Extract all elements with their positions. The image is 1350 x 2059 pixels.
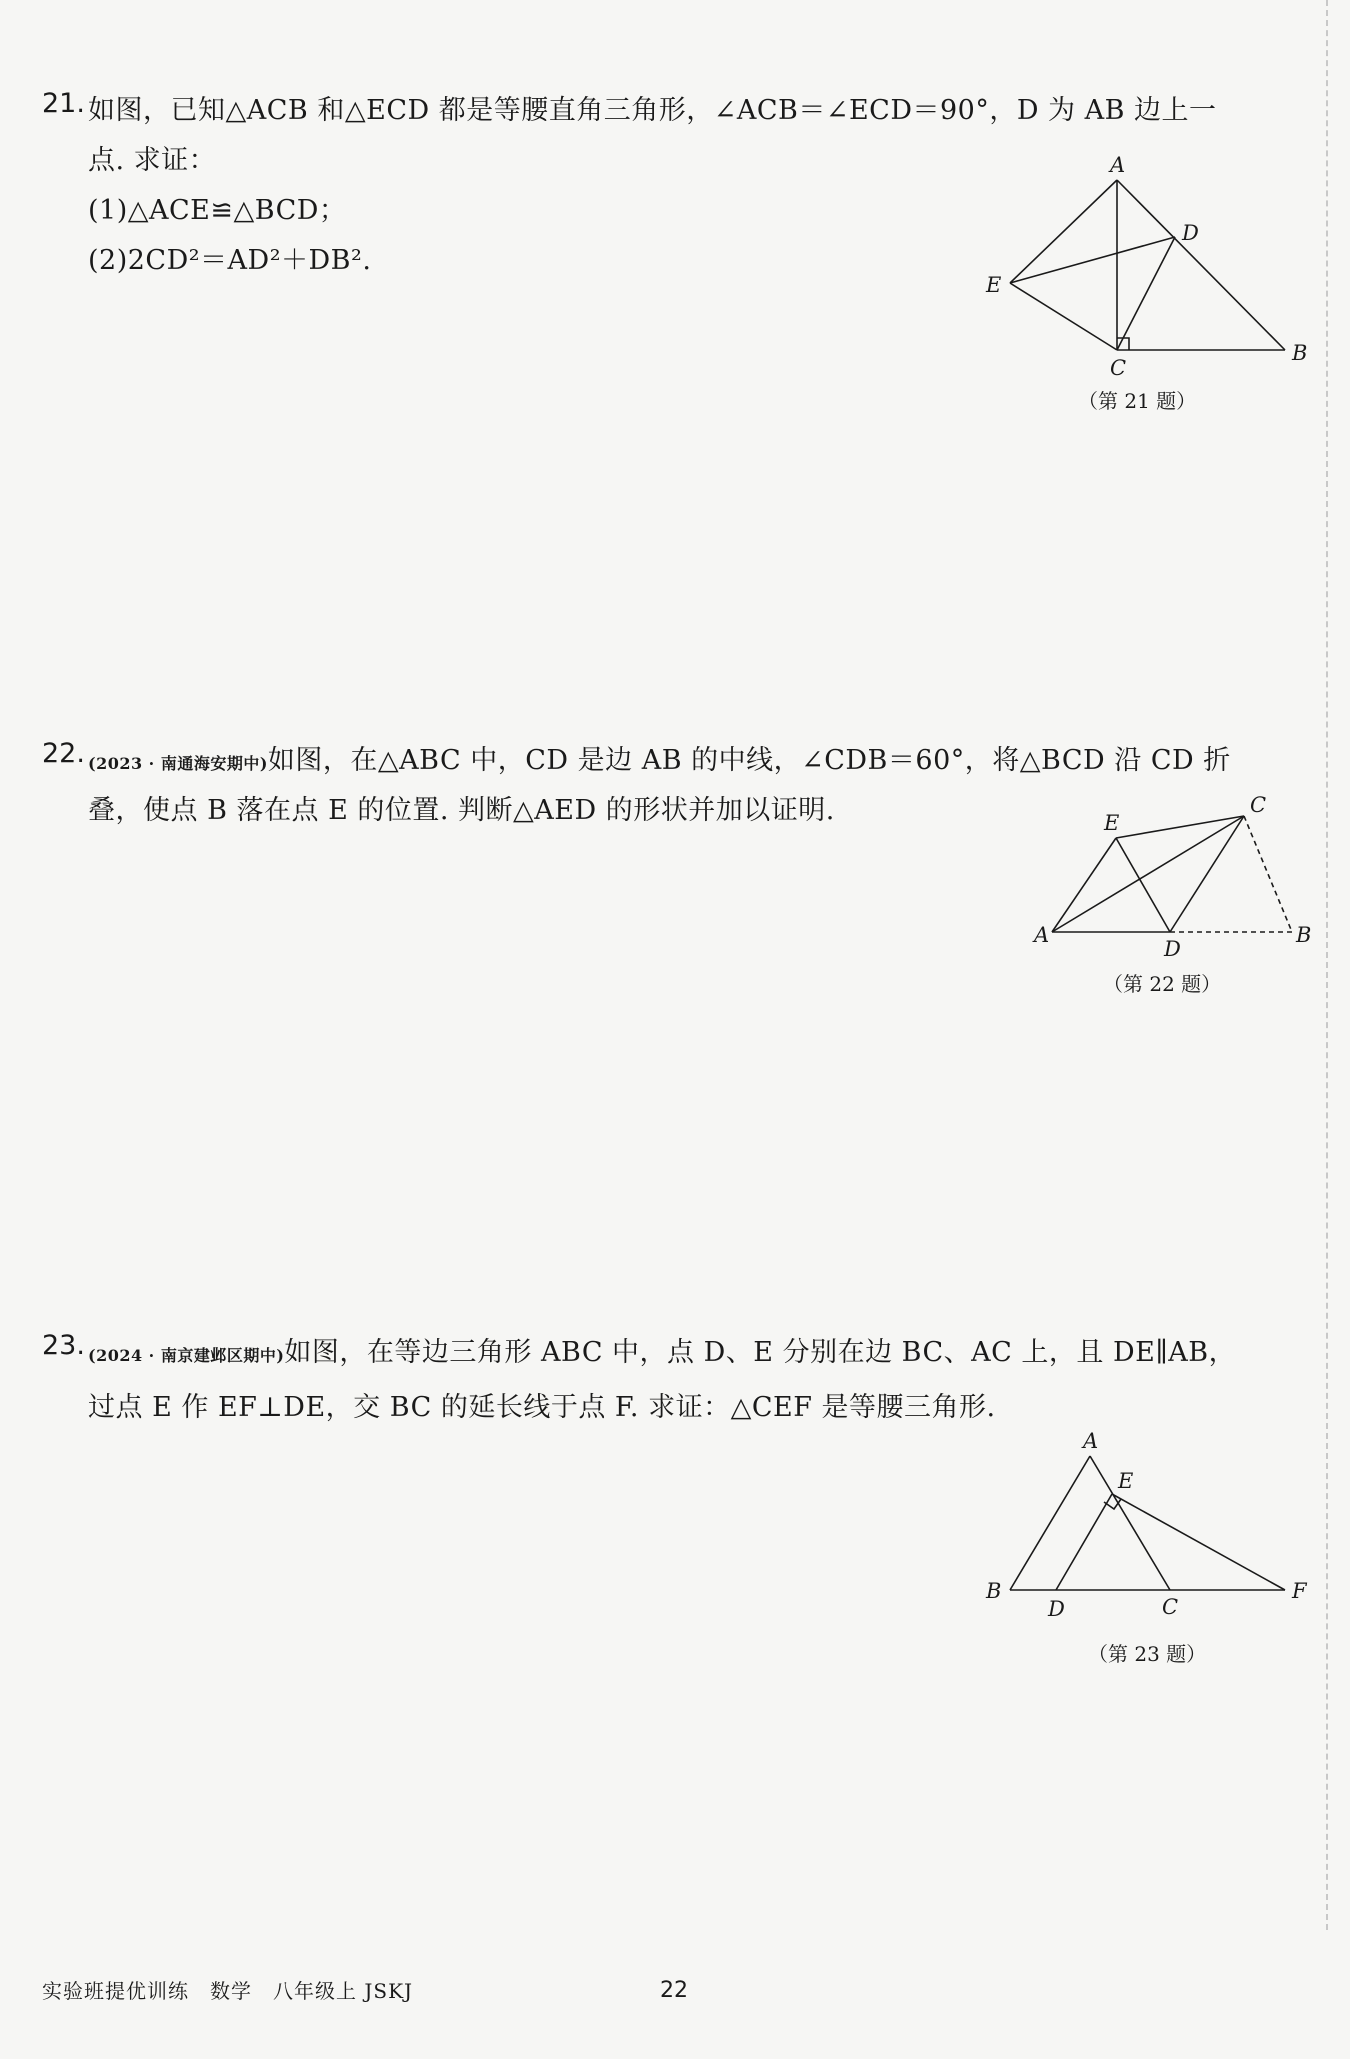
problem-source: (2024 · 南京建邺区期中): [88, 1346, 285, 1365]
problem-text-line: 叠，使点 B 落在点 E 的位置. 判断△AED 的形状并加以证明.: [88, 795, 835, 826]
problem-text-line: [88, 738, 1231, 777]
problem-text: 如图，在等边三角形 ABC 中，点 D、E 分别在边 BC、AC 上，且 DE∥AB，: [284, 1337, 1237, 1368]
label-C: C: [1110, 356, 1127, 380]
problem-text: 如图，在△ABC 中，CD 是边 AB 的中线，∠CDB＝60°，将△BCD 沿 CD 折: [267, 745, 1231, 776]
footer-book-title: 实验班提优训练 数学 八年级上 JSKJ: [42, 1979, 414, 2003]
figure-23: [980, 1430, 1320, 1630]
label-D: D: [1182, 221, 1199, 245]
figure-caption: （第 21 题）: [1078, 389, 1197, 413]
page-number: 22: [660, 1978, 688, 2003]
problem-text-line: 过点 E 作 EF⊥DE，交 BC 的延长线于点 F. 求证：△CEF 是等腰三角形.: [88, 1392, 996, 1423]
figure-caption: （第 23 题）: [1088, 1642, 1207, 1666]
label-D: D: [1164, 937, 1181, 961]
problem-text-line: 点. 求证：: [88, 145, 217, 176]
label-A: A: [1083, 1429, 1099, 1453]
problem-text-line: 如图，已知△ACB 和△ECD 都是等腰直角三角形，∠ACB＝∠ECD＝90°，D 为 AB 边上一: [88, 95, 1217, 126]
problem-text-line: [88, 1330, 1236, 1369]
figure-21: [980, 150, 1320, 400]
figure-caption: （第 22 题）: [1103, 972, 1222, 996]
label-B: B: [1296, 923, 1312, 947]
figure-22: [1030, 793, 1330, 980]
problem-number: 21.: [42, 88, 85, 119]
label-C: C: [1250, 793, 1267, 817]
label-B: B: [1292, 341, 1308, 365]
label-C: C: [1162, 1595, 1179, 1619]
label-B: B: [986, 1579, 1002, 1603]
label-A: A: [1110, 153, 1126, 177]
label-F: F: [1292, 1579, 1307, 1603]
label-D: D: [1048, 1597, 1065, 1621]
label-A: A: [1034, 923, 1050, 947]
problem-number: 23.: [42, 1330, 85, 1361]
problem-part-1: (1)△ACE≌△BCD；: [88, 195, 347, 226]
problem-number: 22.: [42, 738, 85, 769]
label-E: E: [1104, 811, 1120, 835]
problem-part-2: (2)2CD²＝AD²＋DB².: [88, 245, 372, 276]
label-E: E: [1118, 1469, 1134, 1493]
page-edge-divider: [1326, 0, 1328, 1930]
problem-source: (2023 · 南通海安期中): [88, 754, 268, 773]
label-E: E: [986, 273, 1002, 297]
